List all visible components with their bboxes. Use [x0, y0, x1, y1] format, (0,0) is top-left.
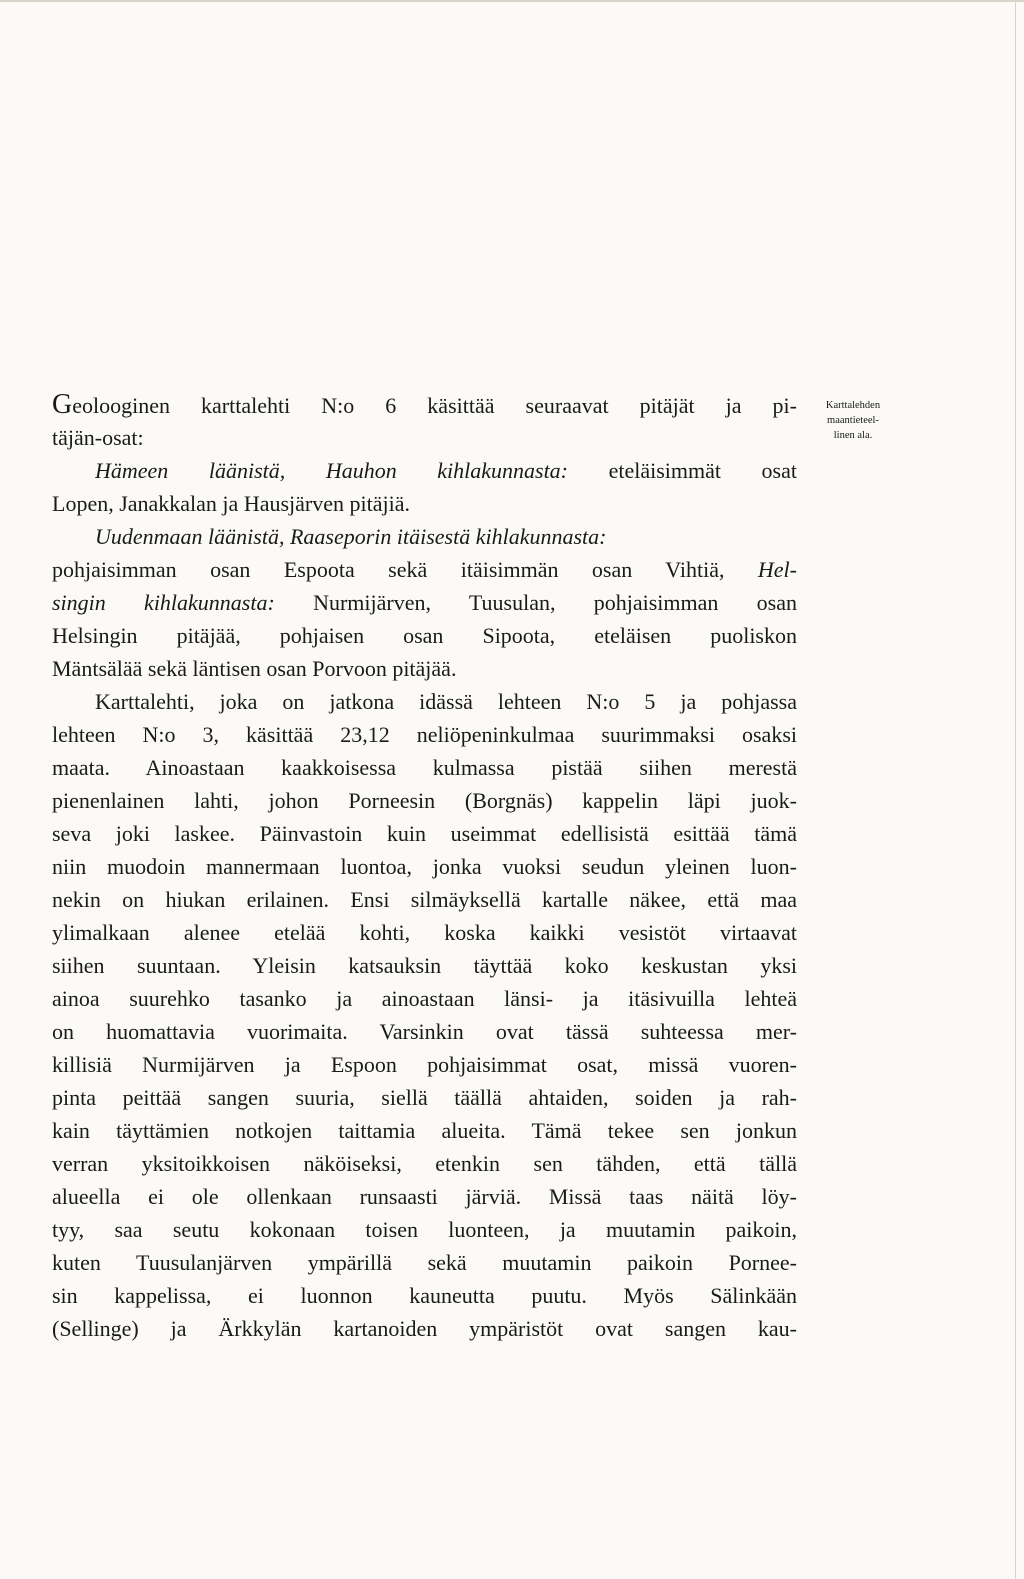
text-run: kain täyttämien notkojen taittamia alueita. Tämä tekee sen jonkun	[52, 1118, 797, 1143]
text-line	[52, 390, 797, 422]
text-run: pienenlainen lahti, johon Porneesin (Borgnäs) kappelin läpi juok-	[52, 788, 797, 813]
text-line	[52, 983, 797, 1015]
text-run: G	[52, 390, 73, 420]
text-line	[52, 554, 797, 586]
text-line	[52, 785, 797, 817]
margin-note-line-3: linen ala.	[833, 430, 873, 441]
text-line	[52, 1016, 797, 1048]
text-line	[52, 950, 797, 982]
text-line	[52, 1148, 797, 1180]
text-line	[52, 752, 797, 784]
text-run: Lopen, Janakkalan ja Hausjärven pitäjiä.	[52, 491, 410, 516]
text-run: Karttalehti, joka on jatkona idässä lehteen N:o 5 ja pohjassa	[95, 689, 797, 714]
text-run: pinta peittää sangen suuria, siellä täällä ahtaiden, soiden ja rah-	[52, 1085, 797, 1110]
margin-note-line-1: Karttalehden	[825, 400, 881, 411]
italic-text: Hel-	[757, 557, 797, 582]
italic-text: Uudenmaan läänistä, Raaseporin itäisestä kihlakunnasta:	[95, 524, 607, 549]
text-line	[52, 1280, 797, 1312]
text-run: eteläisimmät osat	[568, 458, 797, 483]
margin-note-line-2: maantieteel-	[827, 415, 879, 426]
text-line	[52, 587, 797, 619]
text-run: ylimalkaan alenee etelää kohti, koska kaikki vesistöt virtaavat	[52, 920, 797, 945]
text-line	[52, 884, 797, 916]
text-line	[95, 686, 797, 718]
text-line	[52, 422, 797, 454]
text-run: Helsingin pitäjää, pohjaisen osan Sipoota, eteläisen puoliskon	[52, 623, 797, 648]
text-run: ainoa suurehko tasanko ja ainoastaan länsi- ja itäsivuilla lehteä	[52, 986, 797, 1011]
text-run: niin muodoin mannermaan luontoa, jonka vuoksi seudun yleinen luon-	[52, 854, 797, 879]
text-line	[52, 1181, 797, 1213]
text-run: siihen suuntaan. Yleisin katsauksin täyttää koko keskustan yksi	[52, 953, 797, 978]
text-run: alueella ei ole ollenkaan runsaasti järviä. Missä taas näitä löy-	[52, 1184, 797, 1209]
text-line	[52, 653, 797, 685]
text-line	[52, 1115, 797, 1147]
text-run: (Sellinge) ja Ärkkylän kartanoiden ympäristöt ovat sangen kau-	[52, 1316, 797, 1341]
text-line	[52, 488, 797, 520]
text-run: kuten Tuusulanjärven ympärillä sekä muutamin paikoin Pornee-	[52, 1250, 797, 1275]
page-right-edge	[1015, 0, 1016, 1579]
text-line	[52, 1313, 797, 1345]
text-run: killisiä Nurmijärven ja Espoon pohjaisimmat osat, missä vuoren-	[52, 1052, 797, 1077]
text-line	[95, 521, 797, 553]
text-run: verran yksitoikkoisen näköiseksi, etenkin sen tähden, että tällä	[52, 1151, 797, 1176]
text-line	[52, 1082, 797, 1114]
italic-text: Hämeen läänistä, Hauhon kihlakunnasta:	[95, 458, 569, 483]
text-run: tyy, saa seutu kokonaan toisen luonteen, ja muutamin paikoin,	[52, 1217, 797, 1242]
text-line	[52, 917, 797, 949]
text-line	[52, 1247, 797, 1279]
text-run: lehteen N:o 3, käsittää 23,12 neliöpeninkulmaa suurimmaksi osaksi	[52, 722, 797, 747]
text-line	[52, 1214, 797, 1246]
text-line	[52, 620, 797, 652]
text-run: Nurmijärven, Tuusulan, pohjaisimman osan	[274, 590, 797, 615]
text-run: pohjaisimman osan Espoota sekä itäisimmän osan Vihtiä,	[52, 557, 758, 582]
text-run: eolooginen karttalehti N:o 6 käsittää seuraavat pitäjät ja pi-	[72, 393, 797, 418]
text-run: Mäntsälää sekä läntisen osan Porvoon pitäjää.	[52, 656, 457, 681]
text-run: nekin on hiukan erilainen. Ensi silmäyksellä kartalle näkee, että maa	[52, 887, 797, 912]
text-line	[52, 851, 797, 883]
text-run: on huomattavia vuorimaita. Varsinkin ovat tässä suhteessa mer-	[52, 1019, 797, 1044]
text-run: seva joki laskee. Päinvastoin kuin useimmat edellisistä esittää tämä	[52, 821, 797, 846]
text-line	[52, 818, 797, 850]
text-line	[52, 719, 797, 751]
text-line	[95, 455, 797, 487]
text-run: täjän-osat:	[52, 425, 144, 450]
text-line	[52, 1049, 797, 1081]
margin-note	[807, 398, 899, 443]
page-top-edge	[0, 0, 1024, 2]
text-run: sin kappelissa, ei luonnon kauneutta puutu. Myös Sälinkään	[52, 1283, 797, 1308]
italic-text: singin kihlakunnasta:	[52, 590, 275, 615]
text-run: maata. Ainoastaan kaakkoisessa kulmassa pistää siihen merestä	[52, 755, 797, 780]
